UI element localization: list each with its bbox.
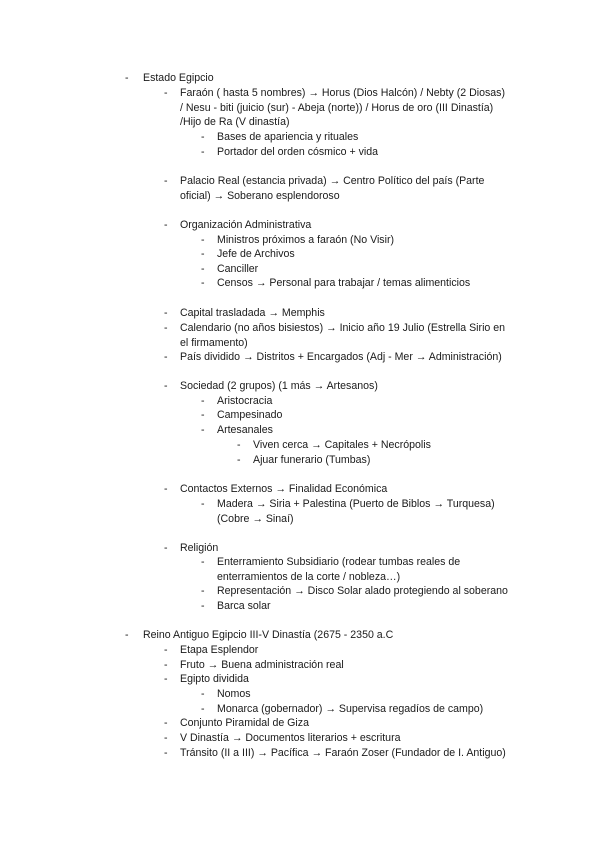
item-line: Calendario (no años bisiestos) → Inicio año 19 Julio (Estrella Sirio en	[180, 322, 506, 334]
item-line: Portador del orden cósmico + vida	[217, 146, 379, 158]
item-line: /Hijo de Ra (V dinastía)	[180, 116, 290, 129]
list-item-capital	[164, 306, 325, 321]
item-line: Sociedad (2 grupos) (1 más → Artesanos)	[180, 380, 378, 392]
list-item-calendario	[164, 321, 506, 350]
list-item	[201, 497, 495, 526]
item-line: Tránsito (II a III) → Pacífica → Faraón Zoser (Fundador de I. Antiguo)	[180, 747, 506, 759]
bullet-dash: -	[164, 219, 168, 231]
bullet-dash: -	[201, 556, 205, 568]
bullet-dash: -	[125, 629, 129, 641]
item-line: Representación → Disco Solar alado protegiendo al soberano	[217, 585, 508, 597]
list-item	[237, 438, 431, 453]
bullet-dash: -	[164, 307, 168, 319]
list-item	[164, 746, 506, 761]
bullet-dash: -	[201, 248, 205, 260]
list-item	[201, 555, 461, 584]
item-line: Religión	[180, 542, 219, 554]
bullet-dash: -	[201, 585, 205, 597]
list-item	[201, 233, 395, 248]
bullet-dash: -	[164, 732, 168, 744]
list-item-farao	[164, 86, 505, 130]
item-line: Canciller	[217, 263, 259, 275]
bullet-dash: -	[201, 395, 205, 407]
item-line: Bases de apariencia y rituales	[217, 131, 359, 143]
list-item-pais	[164, 350, 502, 365]
list-item	[201, 145, 379, 160]
bullet-dash: -	[201, 600, 205, 612]
list-item	[164, 731, 401, 746]
item-line: / Nesu - biti (juicio (sur) - Abeja (norte)) / Horus de oro (III Dinastía)	[180, 101, 494, 114]
list-item-organizacion	[164, 218, 312, 233]
bullet-dash: -	[201, 688, 205, 700]
list-item	[201, 702, 484, 717]
item-line: Ministros próximos a faraón (No Visir)	[217, 234, 395, 246]
list-item	[201, 408, 283, 423]
bullet-dash: -	[201, 131, 205, 143]
bullet-dash: -	[237, 454, 241, 466]
item-line: enterramientos de la corte / nobleza…)	[217, 570, 401, 583]
item-line: Palacio Real (estancia privada) → Centro Político del país (Parte	[180, 175, 485, 187]
bullet-dash: -	[164, 322, 168, 334]
bullet-dash: -	[164, 673, 168, 685]
list-item	[201, 687, 251, 702]
bullet-dash: -	[164, 659, 168, 671]
item-line: (Cobre → Sinaí)	[217, 512, 294, 525]
bullet-dash: -	[164, 351, 168, 363]
bullet-dash: -	[164, 380, 168, 392]
item-line: Egipto dividida	[180, 673, 249, 685]
item-line: Monarca (gobernador) → Supervisa regadíos de campo)	[217, 703, 484, 715]
bullet-dash: -	[201, 263, 205, 275]
section-reino-antiguo	[125, 628, 394, 643]
item-line: Ajuar funerario (Tumbas)	[253, 454, 371, 466]
list-item	[201, 394, 273, 409]
list-item-religion	[164, 541, 219, 556]
bullet-dash: -	[164, 747, 168, 759]
item-line: V Dinastía → Documentos literarios + escritura	[180, 732, 401, 744]
list-item	[201, 276, 471, 291]
bullet-dash: -	[201, 234, 205, 246]
list-item	[201, 130, 359, 145]
list-item	[201, 423, 273, 438]
bullet-dash: -	[237, 439, 241, 451]
bullet-dash: -	[201, 498, 205, 510]
list-item	[201, 262, 259, 277]
list-item	[201, 599, 271, 614]
item-line: Etapa Esplendor	[180, 644, 259, 656]
list-item	[164, 643, 259, 658]
list-item	[164, 716, 309, 731]
item-line: el firmamento)	[180, 336, 248, 349]
item-line: Enterramiento Subsidiario (rodear tumbas reales de	[217, 556, 461, 568]
bullet-dash: -	[201, 409, 205, 421]
item-line: Conjunto Piramidal de Giza	[180, 717, 309, 729]
bullet-dash: -	[125, 72, 129, 84]
bullet-dash: -	[201, 424, 205, 436]
item-line: Artesanales	[217, 424, 273, 436]
item-line: Madera → Siria + Palestina (Puerto de Biblos → Turquesa)	[217, 498, 495, 510]
item-line: Organización Administrativa	[180, 219, 312, 231]
list-item	[201, 247, 295, 262]
list-item	[237, 453, 371, 468]
bullet-dash: -	[164, 644, 168, 656]
section-title: Estado Egipcio	[143, 72, 214, 84]
bullet-dash: -	[164, 542, 168, 554]
item-line: Censos → Personal para trabajar / temas alimenticios	[217, 277, 471, 289]
list-item-palacio	[164, 174, 485, 203]
item-line: Aristocracia	[217, 395, 273, 407]
item-line: País dividido → Distritos + Encargados (Adj - Mer → Administración)	[180, 351, 502, 363]
list-item	[164, 658, 344, 673]
item-line: Capital trasladada → Memphis	[180, 307, 325, 319]
item-line: Jefe de Archivos	[217, 248, 295, 260]
list-item-sociedad	[164, 379, 378, 394]
bullet-dash: -	[201, 146, 205, 158]
list-item	[201, 584, 508, 599]
list-item	[164, 672, 249, 687]
section-estado-egipcio	[125, 71, 214, 86]
item-line: Campesinado	[217, 409, 283, 421]
bullet-dash: -	[164, 175, 168, 187]
section-title: Reino Antiguo Egipcio III-V Dinastía (2675 - 2350 a.C	[143, 629, 394, 641]
bullet-dash: -	[164, 87, 168, 99]
item-line: Viven cerca → Capitales + Necrópolis	[253, 439, 431, 451]
item-line: Contactos Externos → Finalidad Económica	[180, 483, 388, 495]
bullet-dash: -	[164, 483, 168, 495]
item-line: Barca solar	[217, 600, 271, 612]
bullet-dash: -	[164, 717, 168, 729]
list-item-contactos	[164, 482, 388, 497]
item-line: Faraón ( hasta 5 nombres) → Horus (Dios Halcón) / Nebty (2 Diosas)	[180, 87, 505, 99]
item-line: Fruto → Buena administración real	[180, 659, 344, 671]
bullet-dash: -	[201, 277, 205, 289]
item-line: Nomos	[217, 688, 251, 700]
bullet-dash: -	[201, 703, 205, 715]
item-line: oficial) → Soberano esplendoroso	[180, 189, 340, 202]
